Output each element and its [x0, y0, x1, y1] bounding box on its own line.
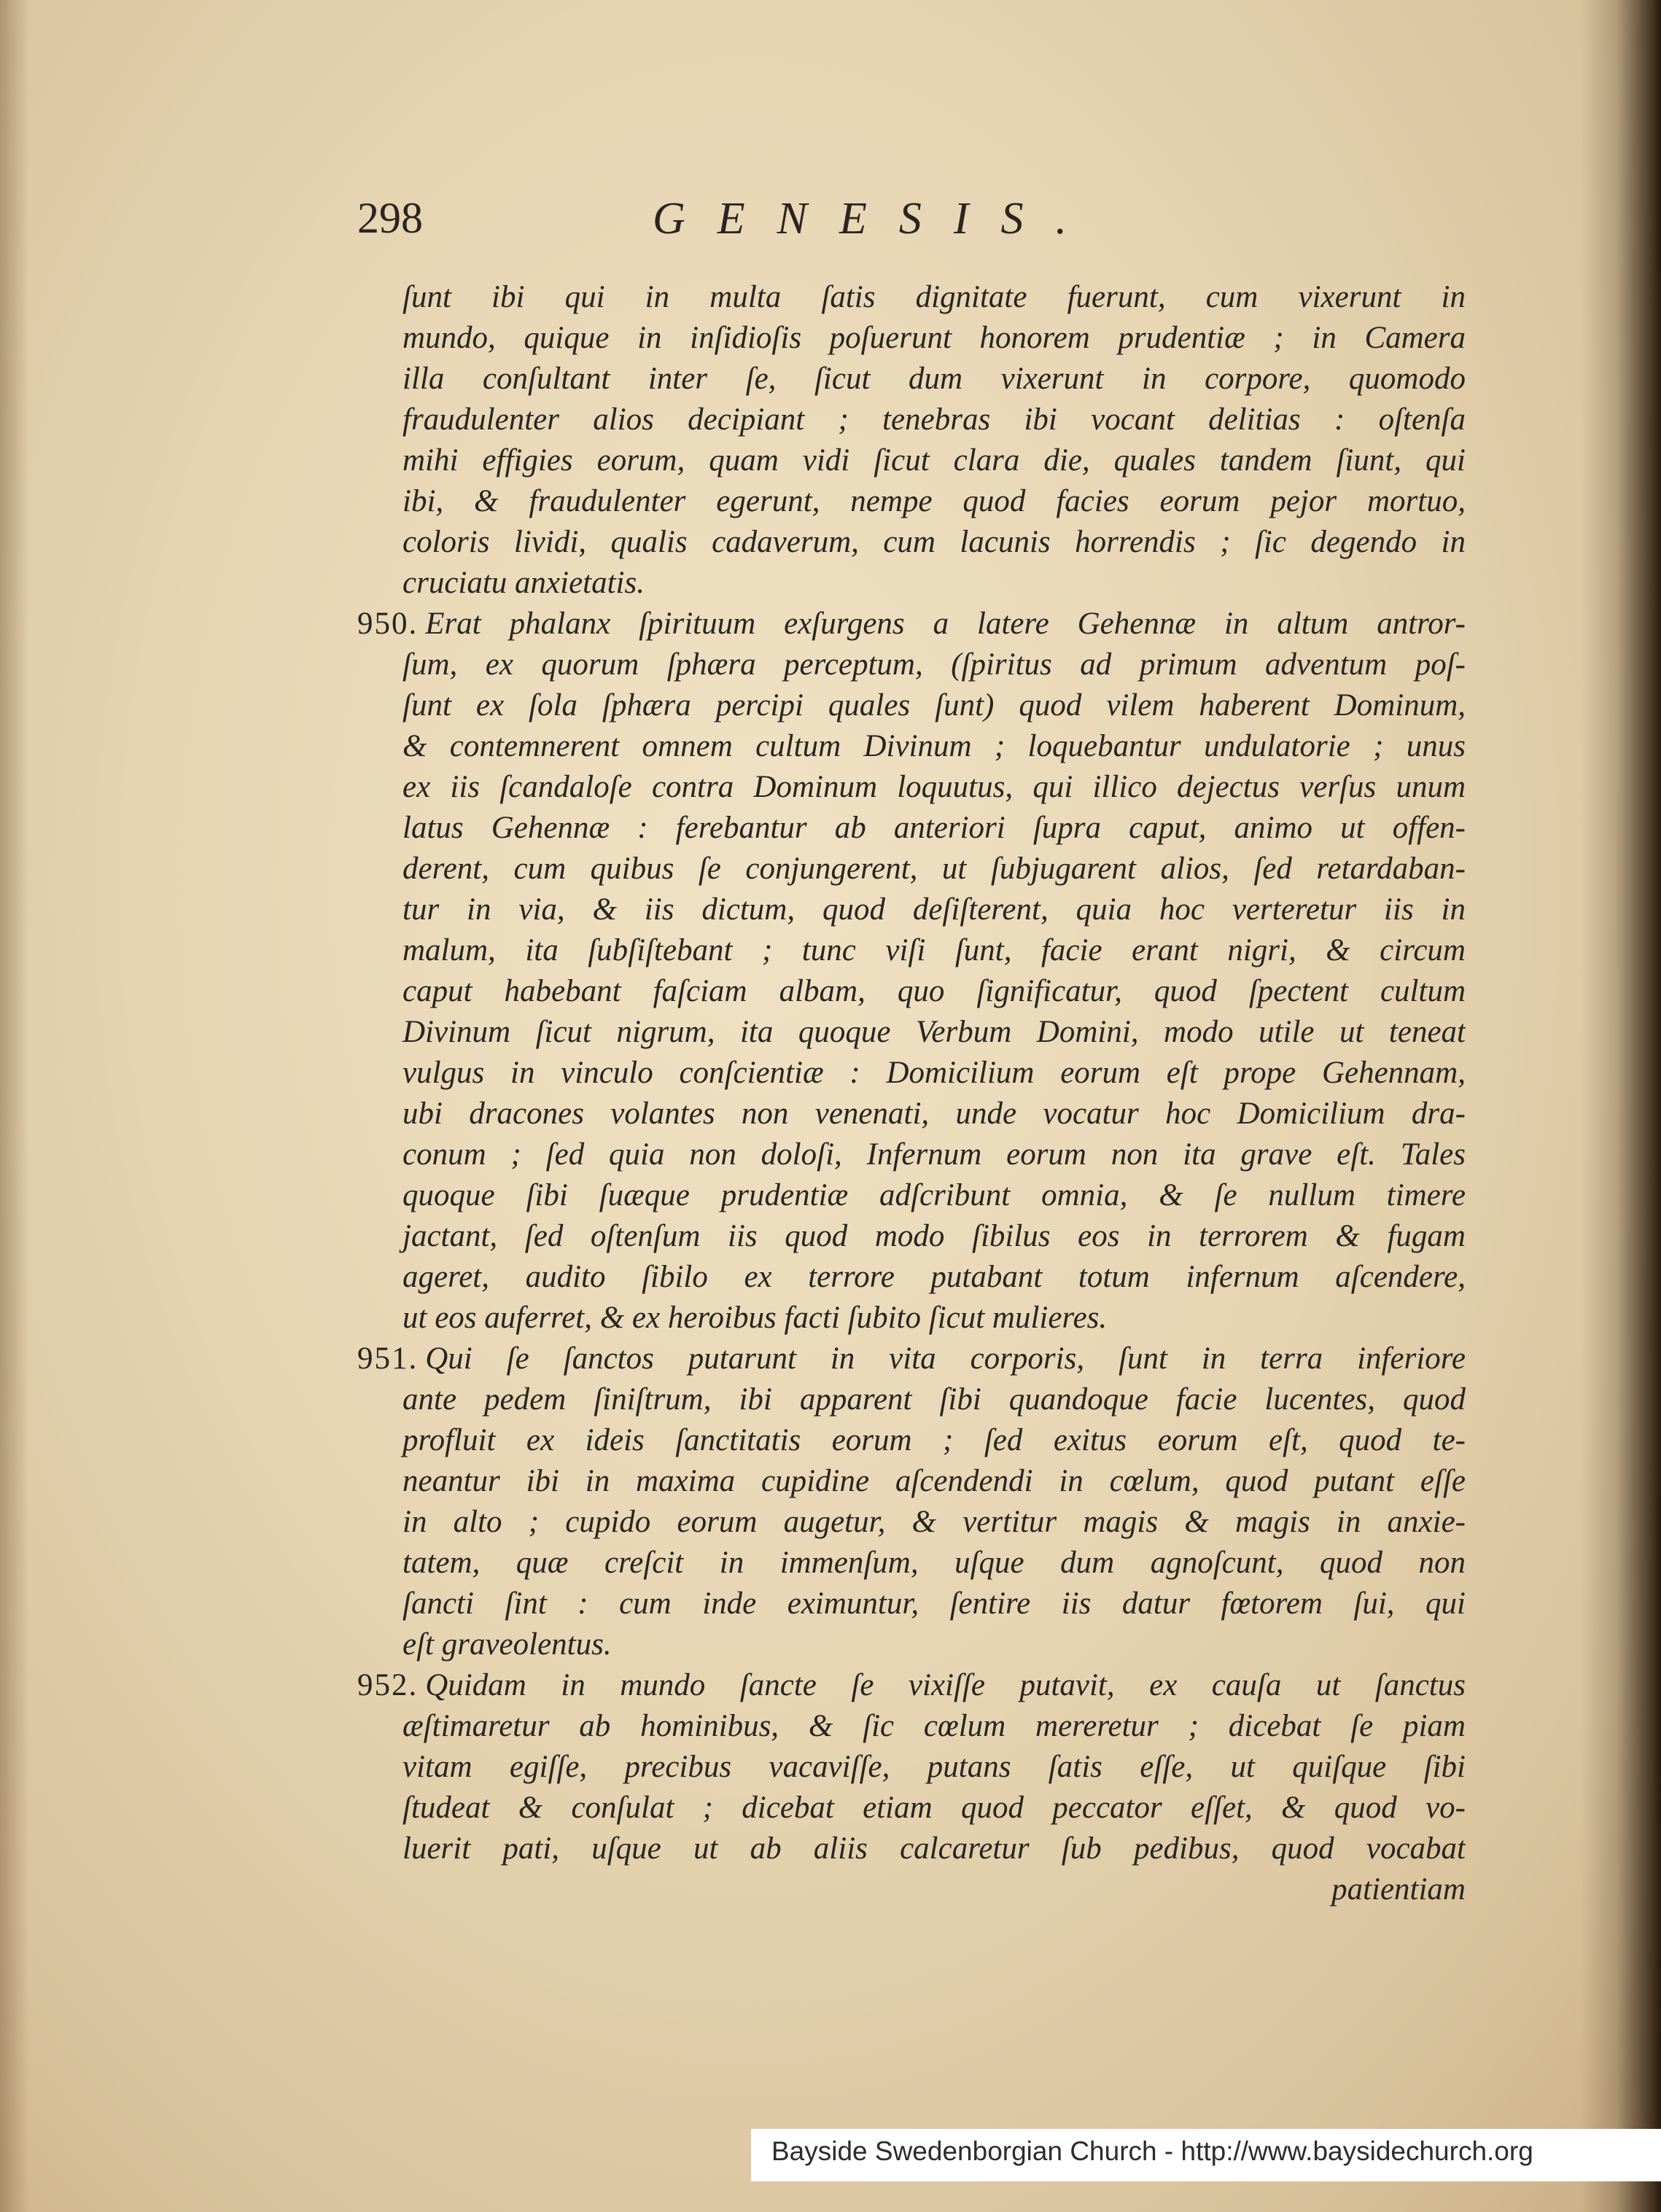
- line-text: mundo, quique in inſidioſis poſuerunt honorem prudentiæ ; in Camera: [402, 321, 1466, 355]
- line-text: ſunt ibi qui in multa ſatis dignitate fuerunt, cum vixerunt in: [402, 280, 1466, 314]
- text-line: [357, 318, 1466, 359]
- text-line: [357, 1747, 1466, 1788]
- line-text: & contemnerent omnem cultum Divinum ; loquebantur undulatorie ; unus: [402, 729, 1466, 763]
- line-text: coloris lividi, qualis cadaverum, cum lacunis horrendis ; ſic degendo in: [402, 525, 1466, 559]
- text-line: [357, 1298, 1466, 1339]
- binding-gutter-shadow: [1581, 0, 1661, 2212]
- line-text: profluit ex ideis ſanctitatis eorum ; ſed exitus eorum eſt, quod te-: [402, 1423, 1466, 1457]
- line-text: fraudulenter alios decipiant ; tenebras ibi vocant delitias : oſtenſa: [402, 402, 1466, 437]
- line-text: Erat phalanx ſpirituum exſurgens a latere Gehennæ in altum antror-: [425, 607, 1466, 641]
- text-line: [357, 1053, 1466, 1094]
- text-line: [357, 1706, 1466, 1747]
- text-line: [357, 849, 1466, 889]
- text-line: [357, 604, 1466, 644]
- running-title: GENESIS.: [653, 194, 1100, 244]
- credit-text: Bayside Swedenborgian Church - http://www.baysidechurch.org: [771, 2136, 1533, 2166]
- line-text: mihi effigies eorum, quam vidi ſicut clara die, quales tandem ſiunt, qui: [402, 443, 1466, 478]
- page-edge-shading: [0, 0, 29, 2212]
- line-text: ante pedem ſiniſtrum, ibi apparent ſibi quandoque facie lucentes, quod: [402, 1382, 1466, 1417]
- line-text: Quidam in mundo ſancte ſe vixiſſe putavit, ex cauſa ut ſanctus: [425, 1668, 1466, 1702]
- line-text: ut eos auferret, & ex heroibus facti ſubito ſicut mulieres.: [402, 1301, 1108, 1335]
- line-text: quoque ſibi ſuæque prudentiæ adſcribunt omnia, & ſe nullum timere: [402, 1178, 1466, 1212]
- text-line: [357, 767, 1466, 808]
- running-header: [357, 193, 1203, 259]
- text-line: [357, 726, 1466, 767]
- line-text: Qui ſe ſanctos putarunt in vita corporis, ſunt in terra inferiore: [425, 1341, 1466, 1376]
- line-text: Divinum ſicut nigrum, ita quoque Verbum Domini, modo utile ut teneat: [402, 1015, 1466, 1049]
- line-text: ibi, & fraudulenter egerunt, nempe quod facies eorum pejor mortuo,: [402, 484, 1466, 518]
- text-line: [357, 522, 1466, 563]
- watermark-banner: [751, 2129, 1661, 2181]
- text-line: [357, 1257, 1466, 1298]
- text-line: [357, 1829, 1466, 1869]
- line-text: derent, cum quibus ſe conjungerent, ut ſubjugarent alios, ſed retardaban-: [402, 852, 1466, 886]
- text-line: [357, 440, 1466, 481]
- text-line: [357, 1461, 1466, 1502]
- page-number: 298: [357, 194, 423, 242]
- text-line: [357, 1216, 1466, 1257]
- text-line: [357, 1379, 1466, 1420]
- line-text: caput habebant faſciam albam, quo ſignificatur, quod ſpectent cultum: [402, 974, 1466, 1008]
- text-line: [357, 808, 1466, 849]
- text-line: [357, 1869, 1466, 1910]
- text-line: [357, 277, 1466, 318]
- text-line: [357, 1665, 1466, 1706]
- text-line: [357, 359, 1466, 400]
- line-text: ageret, audito ſibilo ex terrore putabant totum infernum aſcendere,: [402, 1260, 1466, 1294]
- line-text: tur in via, & iis dictum, quod deſiſterent, quia hoc verteretur iis in: [402, 892, 1466, 927]
- line-text: conum ; ſed quia non doloſi, Infernum eorum non ita grave eſt. Tales: [402, 1137, 1466, 1172]
- line-text: luerit pati, uſque ut ab aliis calcaretur ſub pedibus, quod vocabat: [402, 1831, 1466, 1866]
- line-text: jactant, ſed oſtenſum iis quod modo ſibilus eos in terrorem & fugam: [402, 1219, 1466, 1253]
- text-line: [357, 889, 1466, 930]
- line-text: vitam egiſſe, precibus vacaviſſe, putans ſatis eſſe, ut quiſque ſibi: [402, 1750, 1466, 1784]
- text-line: [357, 1584, 1466, 1624]
- text-line: [357, 1094, 1466, 1134]
- line-text: vulgus in vinculo conſcientiæ : Domicilium eorum eſt prope Gehennam,: [402, 1056, 1466, 1090]
- text-line: [357, 1012, 1466, 1053]
- line-text: ſum, ex quorum ſphæra perceptum, (ſpiritus ad primum adventum poſ-: [402, 647, 1466, 682]
- line-text: ſancti ſint : cum inde eximuntur, ſentire iis datur fœtorem ſui, qui: [402, 1586, 1466, 1621]
- line-text: illa conſultant inter ſe, ſicut dum vixerunt in corpore, quomodo: [402, 362, 1466, 396]
- text-line: [357, 481, 1466, 522]
- text-line: [357, 1134, 1466, 1175]
- line-text: æſtimaretur ab hominibus, & ſic cœlum mereretur ; dicebat ſe piam: [402, 1709, 1466, 1743]
- line-text: ſunt ex ſola ſphæra percipi quales ſunt) quod vilem haberent Dominum,: [402, 688, 1466, 723]
- text-line: [357, 1502, 1466, 1543]
- line-text: ſtudeat & conſulat ; dicebat etiam quod peccator eſſet, & quod vo-: [402, 1791, 1466, 1825]
- line-text: neantur ibi in maxima cupidine aſcendendi in cœlum, quod putant eſſe: [402, 1464, 1466, 1498]
- text-line: [357, 1175, 1466, 1216]
- text-line: [357, 1420, 1466, 1461]
- paragraph-number: 951.: [357, 1341, 419, 1376]
- line-text: ex iis ſcandaloſe contra Dominum loquutus, qui illico dejectus verſus unum: [402, 770, 1466, 804]
- line-text: malum, ita ſubſiſtebant ; tunc viſi ſunt, facie erant nigri, & circum: [402, 933, 1466, 967]
- line-text: in alto ; cupido eorum augetur, & vertitur magis & magis in anxie-: [402, 1505, 1466, 1539]
- text-line: [357, 1339, 1466, 1379]
- line-text: latus Gehennæ : ferebantur ab anteriori ſupra caput, animo ut offen-: [402, 811, 1466, 845]
- paragraph-number: 952.: [357, 1668, 419, 1702]
- body-text: [357, 277, 1466, 1910]
- text-line: [357, 1543, 1466, 1584]
- line-text: tatem, quæ creſcit in immenſum, uſque dum agnoſcunt, quod non: [402, 1546, 1466, 1580]
- text-line: [357, 644, 1466, 685]
- text-line: [357, 400, 1466, 440]
- line-text: cruciatu anxietatis.: [402, 566, 645, 600]
- paragraph-number: 950.: [357, 607, 419, 641]
- line-text: eſt graveolentus.: [402, 1627, 612, 1662]
- text-line: [357, 1788, 1466, 1829]
- text-line: [357, 930, 1466, 971]
- text-line: [357, 563, 1466, 604]
- line-text: ubi dracones volantes non venenati, unde vocatur hoc Domicilium dra-: [402, 1097, 1466, 1131]
- text-line: [357, 971, 1466, 1012]
- text-line: [357, 685, 1466, 726]
- line-text: patientiam: [1331, 1872, 1466, 1907]
- text-line: [357, 1624, 1466, 1665]
